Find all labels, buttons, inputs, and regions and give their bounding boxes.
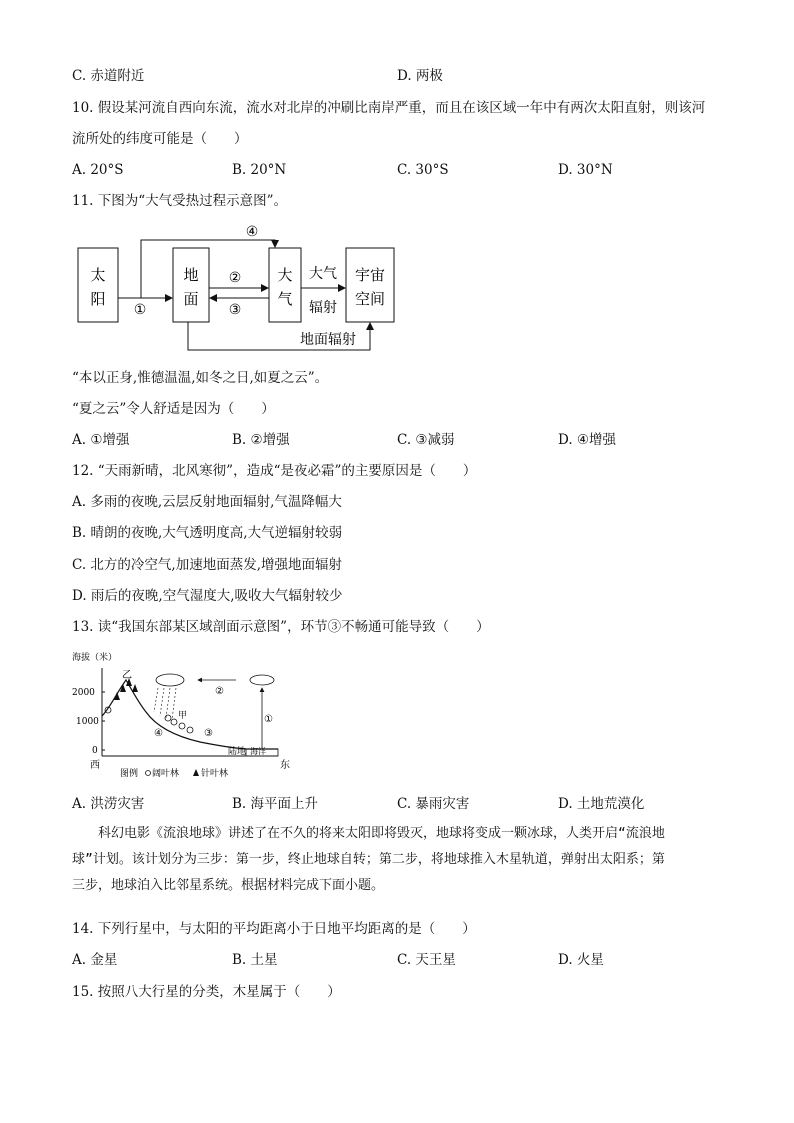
conifer-trees [114,678,138,700]
label-circle-4: ④ [154,728,163,739]
ocean-label: 海洋 [250,747,266,756]
space-label-1: 宇宙 [354,266,386,284]
label-circle-1: ① [133,302,147,318]
q14-option-a[interactable]: A. 金星 [72,952,118,968]
q13-option-c[interactable]: C. 暴雨灾害 [397,796,470,812]
atmos-radiation-label-2: 辐射 [309,300,337,316]
q12-option-c[interactable]: C. 北方的冷空气,加速地面蒸发,增强地面辐射 [72,557,343,573]
label-jia: 甲 [178,711,188,721]
sun-label-2: 阳 [90,290,106,308]
q14-option-c[interactable]: C. 天王星 [397,952,456,968]
q12-option-b[interactable]: B. 晴朗的夜晚,大气透明度高,大气逆辐射较弱 [72,525,343,541]
atmosphere-heating-diagram [70,218,410,358]
arrow-4 [141,240,275,298]
legend-title: 图例 [120,769,139,779]
q11-stem: 11. 下图为“大气受热过程示意图”。 [72,193,288,209]
q13-stem: 13. 读“我国东部某区域剖面示意图”，环节③不畅通可能导致（ ） [72,619,490,635]
q12-option-a[interactable]: A. 多雨的夜晚,云层反射地面辐射,气温降幅大 [72,494,342,510]
q12-stem: 12. “天雨新晴，北风寒彻”，造成“是夜必霜”的主要原因是（ ） [72,463,477,479]
label-circle-2: ② [228,270,242,286]
q10-stem-1: 10. 假设某河流自西向东流，流水对北岸的冲刷比南岸严重，而且在该区域一年中有两次太阳直射，则该河 [72,100,706,116]
q14-option-d[interactable]: D. 火星 [558,952,604,968]
q10-option-a[interactable]: A. 20°S [72,162,124,178]
label-circle-2: ② [215,686,224,697]
passage [72,821,732,899]
rain-lines [154,688,176,720]
east-label: 东 [280,760,290,771]
ytick-2000: 2000 [72,688,95,698]
q10-options [72,161,732,179]
label-circle-3: ③ [204,728,213,739]
sun-box [78,248,118,322]
legend-broadleaf-icon [146,771,151,776]
space-box [346,248,394,322]
q14-stem: 14. 下列行星中，与太阳的平均距离小于日地平均距离的是（ ） [72,921,476,937]
label-circle-4: ④ [245,224,259,240]
q10-stem-2: 流所处的纬度可能是（ ） [72,131,248,147]
q9-option-c[interactable]: C. 赤道附近 [72,68,145,84]
atmos-radiation-label-1: 大气 [309,266,337,282]
ground-label-1: 地 [183,266,199,284]
q11-options [72,431,732,449]
q14-options [72,951,732,969]
ground-radiation-label: 地面辐射 [300,332,356,348]
ocean-cloud [250,675,274,685]
ytick-0: 0 [92,746,98,756]
q12-option-d[interactable]: D. 雨后的夜晚,空气湿度大,吸收大气辐射较少 [72,588,343,604]
q10-option-c[interactable]: C. 30°S [397,162,449,178]
altitude-axis-label: 海拔（米） [72,653,118,663]
land-label: 陆地 [228,747,247,757]
legend-conifer-icon [193,769,199,776]
ground-label-2: 面 [183,290,199,308]
sun-label-1: 太 [90,266,106,284]
q13-option-d[interactable]: D. 土地荒漠化 [558,796,645,812]
ytick-1000: 1000 [76,717,99,727]
atmosphere-label-1: 大 [277,266,293,284]
q11-option-a[interactable]: A. ①增强 [72,432,130,448]
terrain-profile [102,680,278,749]
legend-conifer: 针叶林 [201,769,229,779]
atmosphere-label-2: 气 [277,290,293,308]
q9-options [72,67,732,85]
q13-options [72,795,732,813]
q11-question: “夏之云”令人舒适是因为（ ） [72,401,275,417]
ground-box [173,248,209,322]
legend-broadleaf: 阔叶林 [152,769,180,779]
q11-option-b[interactable]: B. ②增强 [232,432,290,448]
q11-option-c[interactable]: C. ③减弱 [397,432,455,448]
label-circle-1: ① [264,714,273,725]
q13-option-b[interactable]: B. 海平面上升 [232,796,319,812]
passage-line-2: 球”计划。该计划分为三步：第一步，终止地球自转；第二步，将地球推入木星轨道，弹射出太阳系；第 [72,852,665,867]
passage-line-1: 科幻电影《流浪地球》讲述了在不久的将来太阳即将毁灭，地球将变成一颗冰球，人类开启“流浪地 [72,826,665,841]
q11-option-d[interactable]: D. ④增强 [558,432,617,448]
space-label-2: 空间 [354,290,386,308]
label-yi: 乙 [122,670,132,681]
quote-text: “本以正身,惟德温温,如冬之日,如夏之云”。 [72,370,329,386]
q9-option-d[interactable]: D. 两极 [397,68,443,84]
label-circle-3: ③ [228,302,242,318]
q15-stem: 15. 按照八大行星的分类，木星属于（ ） [72,984,341,1000]
rain-cloud [156,674,184,686]
q10-option-b[interactable]: B. 20°N [232,162,287,178]
q14-option-b[interactable]: B. 土星 [232,952,278,968]
atmosphere-box [269,248,301,322]
cross-section-diagram [70,650,300,780]
passage-line-3: 三步，地球泊入比邻星系统。根据材料完成下面小题。 [72,878,385,893]
q13-option-a[interactable]: A. 洪涝灾害 [72,796,145,812]
west-label: 西 [90,760,100,771]
q10-option-d[interactable]: D. 30°N [558,162,613,178]
